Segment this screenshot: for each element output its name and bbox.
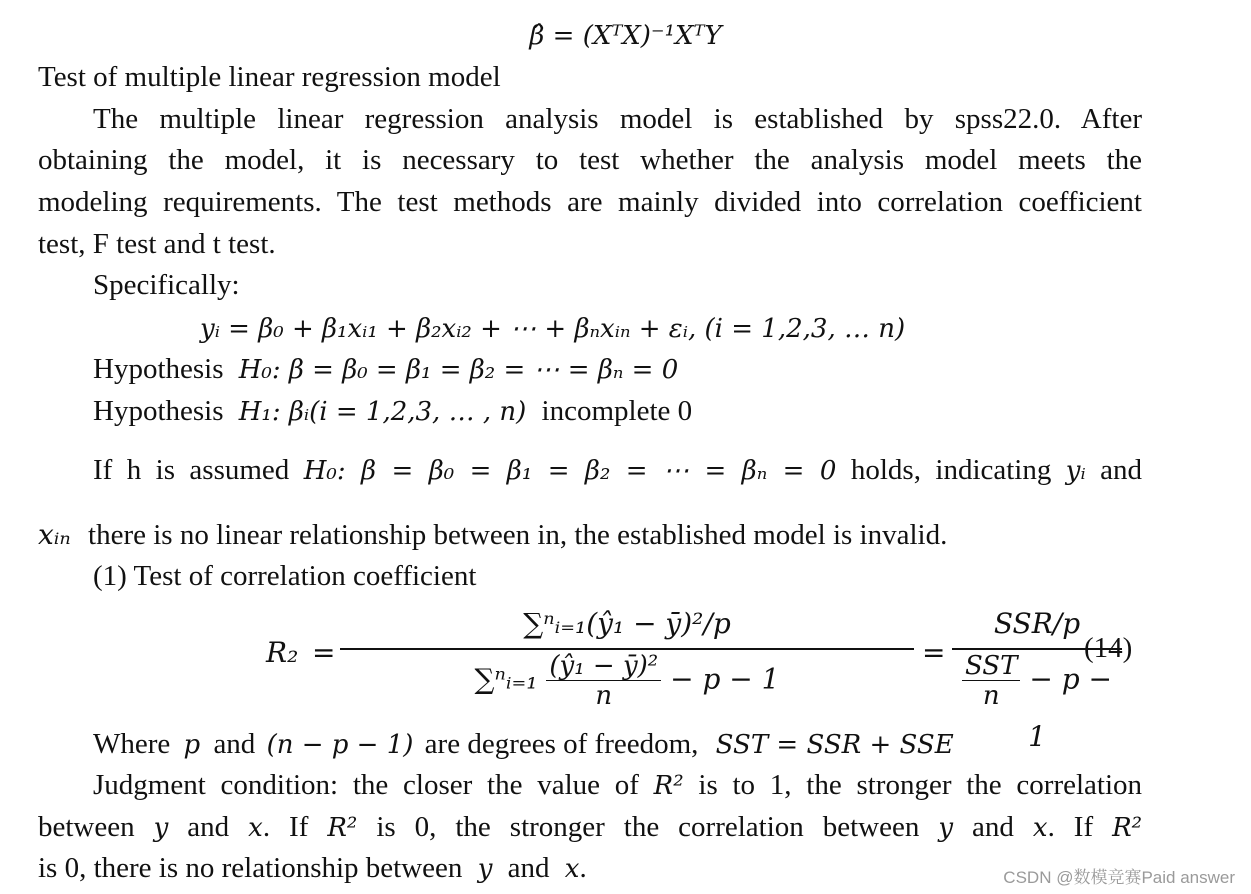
- section-title: Test of multiple linear regression model: [38, 61, 501, 93]
- if-math: H₀: β = β₀ = β₁ = β₂ = ⋯ = βₙ = 0: [303, 456, 837, 486]
- fraction-bar: [340, 648, 914, 650]
- hypothesis-h1: [93, 392, 1142, 431]
- equation-number: (14): [1084, 632, 1133, 664]
- xin-var: xᵢₙ: [38, 518, 71, 551]
- xin-line: [38, 516, 1142, 554]
- eq14-big-fraction: [340, 602, 914, 711]
- r-squared: R²: [653, 771, 684, 801]
- r-squared: R²: [327, 813, 358, 843]
- where-lead: Where: [93, 728, 171, 760]
- where-line: [93, 725, 1142, 764]
- judgment-text: and: [507, 852, 550, 884]
- eq14-equals: =: [312, 636, 336, 669]
- judgment-text: between: [38, 811, 135, 843]
- hypothesis-label: Hypothesis: [93, 395, 224, 427]
- h1-math: H₁: βᵢ(i = 1,2,3, … , n): [238, 397, 527, 427]
- where-df: (n − p − 1): [266, 730, 414, 760]
- judgment-text: . If: [1047, 811, 1094, 843]
- var-x: x: [564, 854, 580, 884]
- judgment-text: is 0, there is no relationship between: [38, 852, 463, 884]
- eq14-tail: − p − 1: [670, 662, 780, 696]
- r-squared: R²: [1112, 813, 1143, 843]
- if-mid-text: holds, indicating: [850, 454, 1052, 486]
- paragraph-line: test, F test and t test.: [38, 228, 276, 260]
- judgment-text: is 0, the stronger the correlation between: [376, 811, 920, 843]
- eq14-small-numerator: SSR/p: [993, 607, 1081, 640]
- judgment-text: .: [579, 852, 587, 884]
- subsection-title: (1) Test of correlation coefficient: [93, 560, 477, 592]
- inner-denominator: n: [982, 681, 1000, 711]
- var-y: y: [477, 854, 493, 884]
- watermark: CSDN @数模竞赛Paid answer: [1003, 868, 1235, 887]
- eq14-tail: − p − 1: [1028, 662, 1113, 753]
- paragraph-line: obtaining the model, it is necessary to test whether the analysis model meets the: [38, 144, 1142, 176]
- ols-estimator-formula: β̂ = (XᵀX)⁻¹XᵀY: [529, 21, 722, 51]
- h1-tail: incomplete 0: [541, 395, 693, 427]
- var-y: y: [938, 813, 954, 843]
- hypothesis-h0: [93, 350, 1142, 389]
- eq14-big-denominator: [340, 651, 914, 711]
- judgment-text: and: [187, 811, 230, 843]
- judgment-line-2: [38, 808, 1142, 847]
- where-p: p: [183, 730, 201, 760]
- judgment-text: and: [972, 811, 1014, 843]
- hypothesis-label: Hypothesis: [93, 353, 224, 385]
- eq14-lhs: R₂: [266, 636, 299, 669]
- regression-equation: yᵢ = β₀ + β₁xᵢ₁ + β₂xᵢ₂ + ⋯ + βₙxᵢₙ + εᵢ, (i = 1,2,3, … n): [200, 314, 906, 344]
- eq14-sst-fraction: [962, 652, 1021, 710]
- eq14-sum: ∑ⁿᵢ₌₁: [474, 662, 538, 696]
- judgment-line-3: [38, 849, 1142, 888]
- xin-text: there is no linear relationship between in, the established model is invalid.: [88, 519, 948, 551]
- var-y: y: [153, 813, 169, 843]
- inner-denominator: n: [595, 681, 613, 711]
- if-tail-text: and: [1100, 454, 1143, 486]
- where-mid: are degrees of freedom,: [424, 728, 699, 760]
- eq14-equals-2: =: [922, 636, 946, 669]
- judgment-text: Judgment condition: the closer the value of: [93, 769, 639, 801]
- eq14-big-numerator: ∑ⁿᵢ₌₁(ŷ₁ − ȳ)²/p: [523, 607, 731, 640]
- paragraph-line: The multiple linear regression analysis model is established by spss22.0. After: [93, 103, 1142, 135]
- inner-numerator: SST: [962, 652, 1021, 681]
- if-var: yᵢ: [1065, 456, 1086, 486]
- eq14-inner-fraction: [546, 652, 661, 710]
- inner-numerator: (ŷ₁ − ȳ)²: [546, 652, 661, 681]
- if-lead-text: If h is assumed: [93, 454, 290, 486]
- judgment-text: is to 1, the stronger the correlation: [698, 769, 1143, 801]
- specifically-label: Specifically:: [93, 269, 240, 301]
- paragraph-line: modeling requirements. The test methods are mainly divided into correlation coefficient: [38, 186, 1142, 218]
- where-and: and: [213, 728, 256, 760]
- var-x: x: [248, 813, 263, 843]
- h0-math: H₀: β = β₀ = β₁ = β₂ = ⋯ = βₙ = 0: [238, 355, 679, 385]
- judgment-line-1: [93, 766, 1142, 805]
- judgment-text: . If: [262, 811, 309, 843]
- where-sst: SST = SSR + SSE: [715, 730, 954, 760]
- var-x: x: [1032, 813, 1048, 843]
- if-assumed-line: [93, 451, 1142, 490]
